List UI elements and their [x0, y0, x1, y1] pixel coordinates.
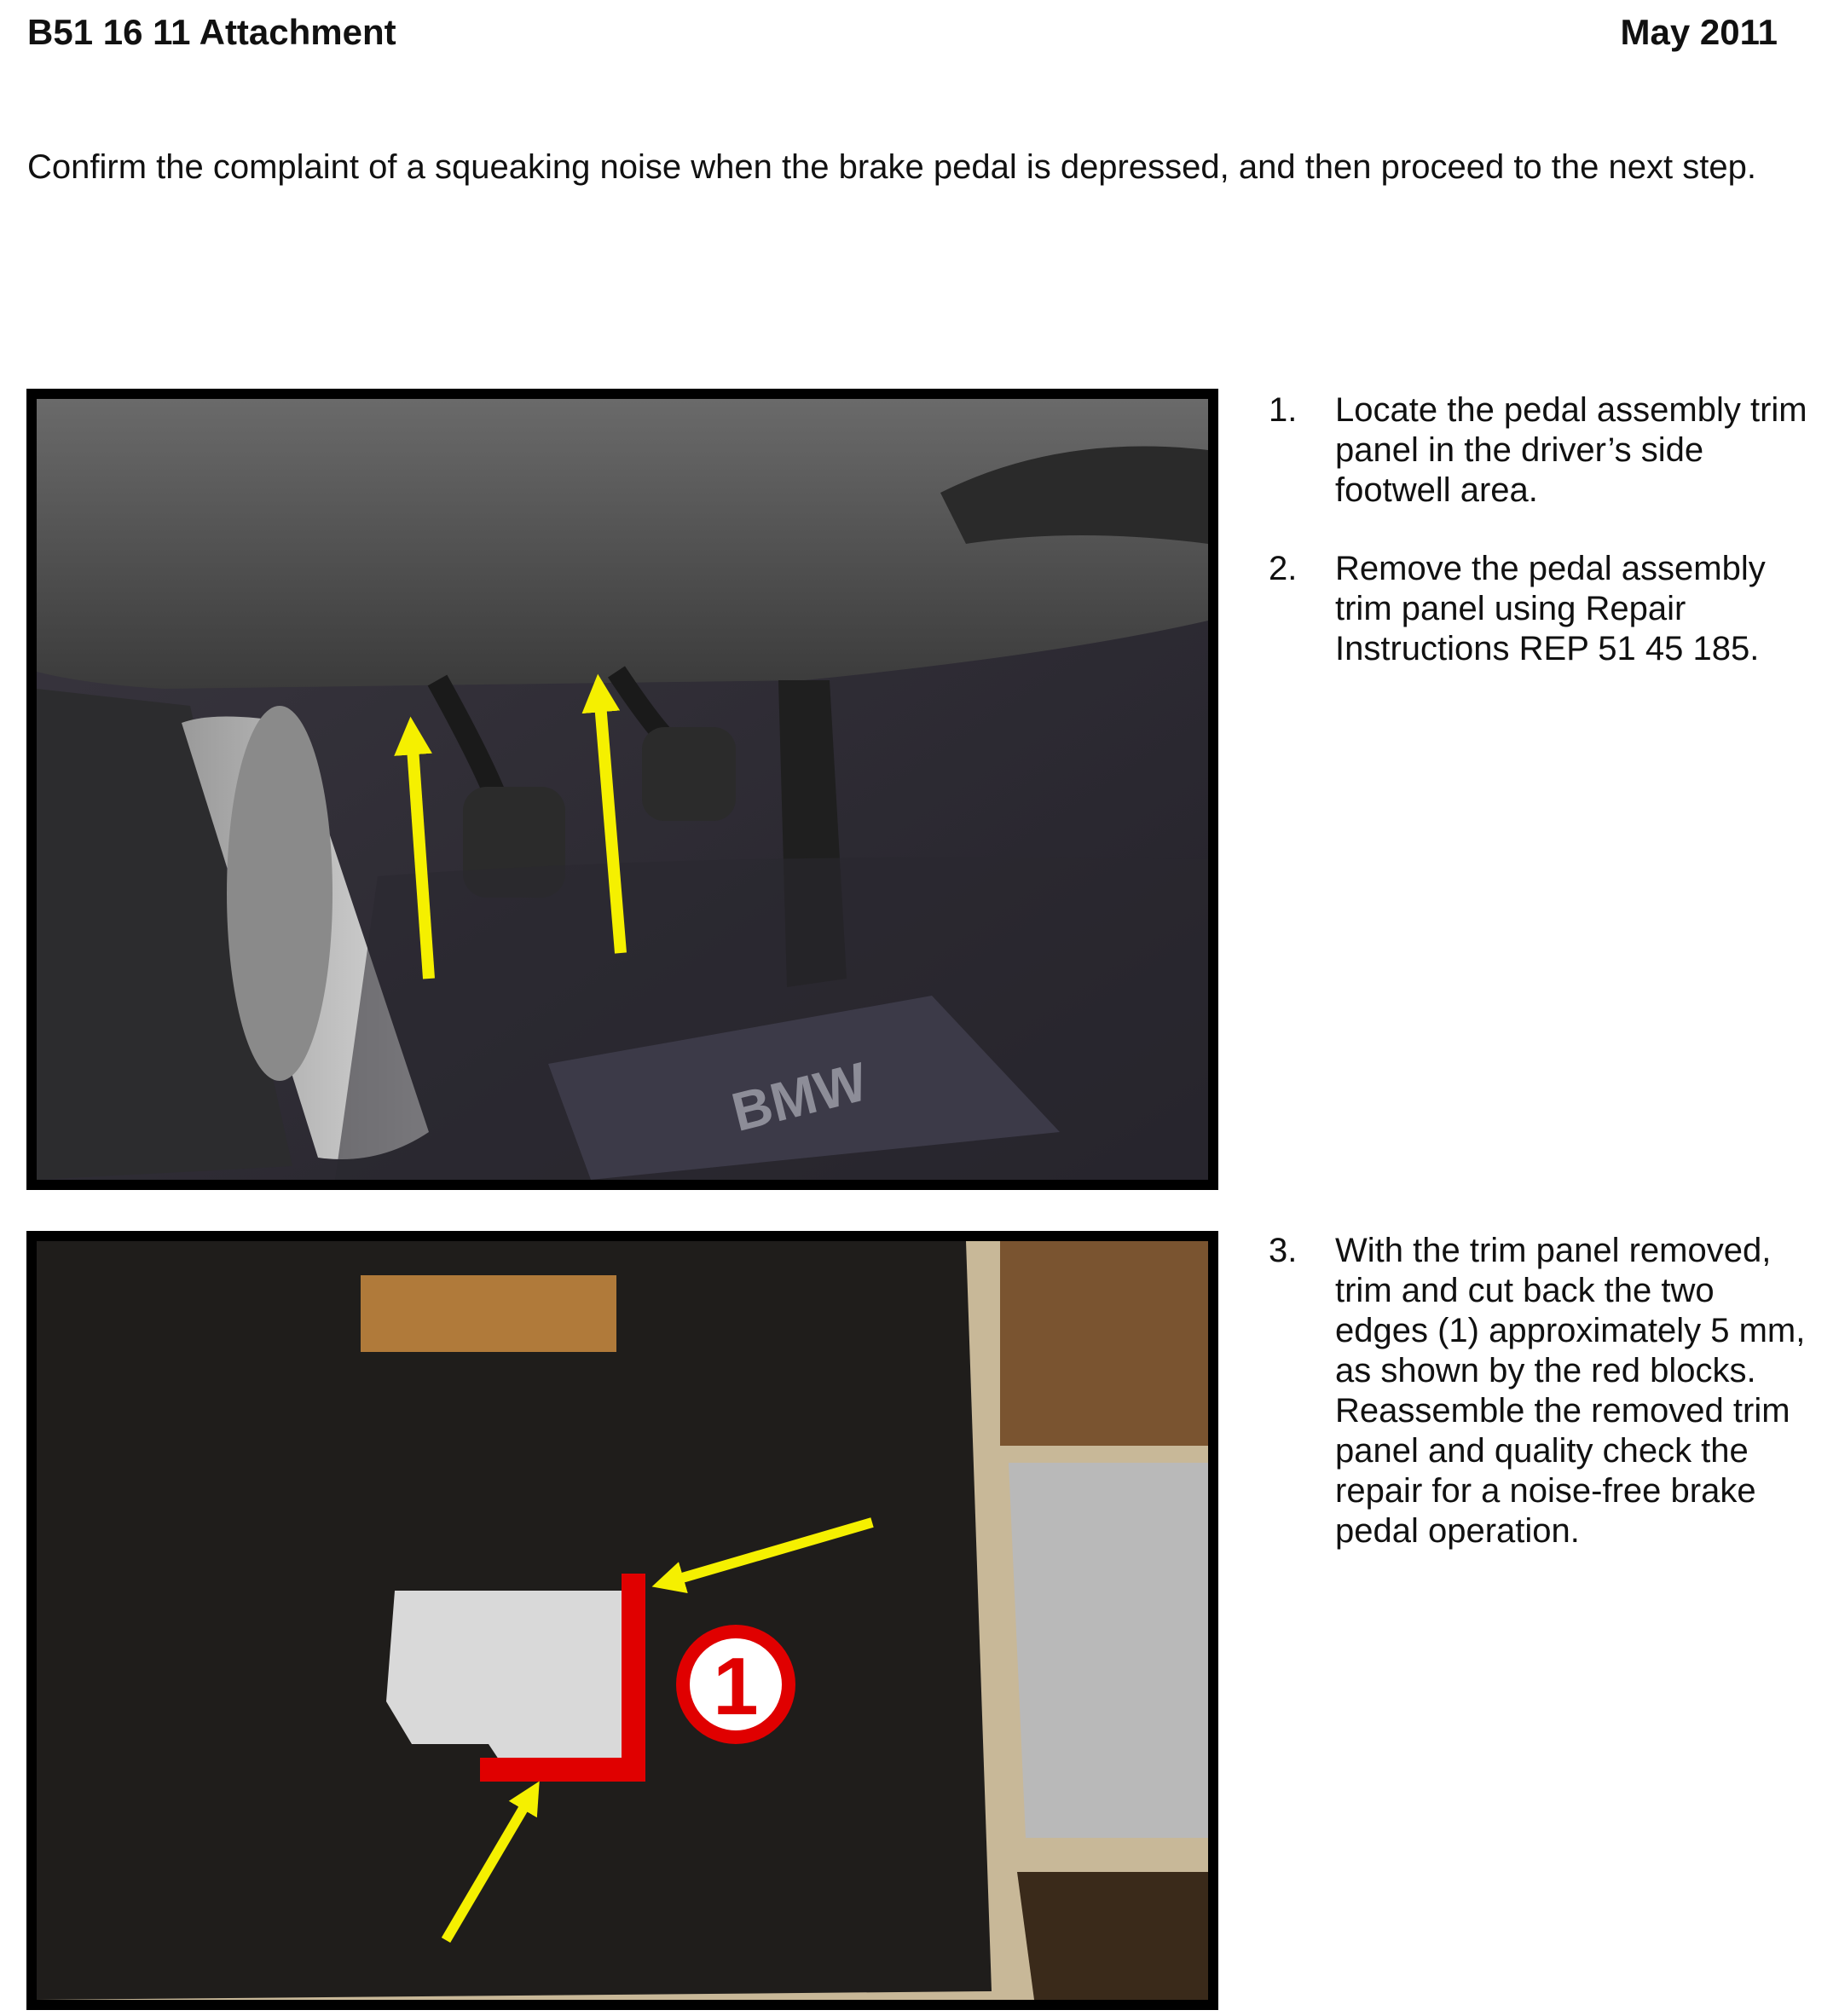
step-text: Remove the pedal assembly trim panel using Repair Instructions REP 51 45 185.: [1335, 550, 1766, 667]
panel-cutout-top: [361, 1275, 616, 1352]
step-number: 2.: [1269, 550, 1298, 587]
trim-panel-illustration: [37, 1241, 1208, 2000]
steps-list-lower: [1269, 1231, 1814, 1590]
trim-panel-photo: [26, 1231, 1218, 2010]
insulation-block: [1009, 1463, 1208, 1838]
clutch-pedal: [642, 727, 736, 821]
bmw-logo: BMW: [726, 1050, 873, 1143]
step-number: 3.: [1269, 1232, 1298, 1269]
step-1: [1269, 390, 1814, 511]
steps-list-upper: [1269, 390, 1814, 708]
step-2: [1269, 549, 1814, 669]
document-date: May 2011: [1620, 12, 1778, 52]
step-number: 1.: [1269, 391, 1298, 429]
callout-number: 1: [713, 1641, 759, 1732]
intro-text: Confirm the complaint of a squeaking noise when the brake pedal is depressed, and then proceed to the next step.: [27, 148, 1756, 186]
dash-panel: [37, 399, 1208, 689]
footwell-illustration: [37, 399, 1208, 1180]
document-id: B51 16 11 Attachment: [27, 12, 396, 52]
footrest-dots: [227, 706, 333, 1081]
step-text: Locate the pedal assembly trim panel in the driver’s side footwell area.: [1335, 391, 1807, 509]
step-text: With the trim panel removed, trim and cut back the two edges (1) approximately 5 mm, as shown by the red blocks. Reassemble the removed trim panel and quality check the repair for a noise-free brake pedal operation.: [1335, 1232, 1806, 1550]
panel-opening: [386, 1591, 633, 1770]
footwell-photo: [26, 389, 1218, 1190]
step-3: [1269, 1231, 1814, 1551]
